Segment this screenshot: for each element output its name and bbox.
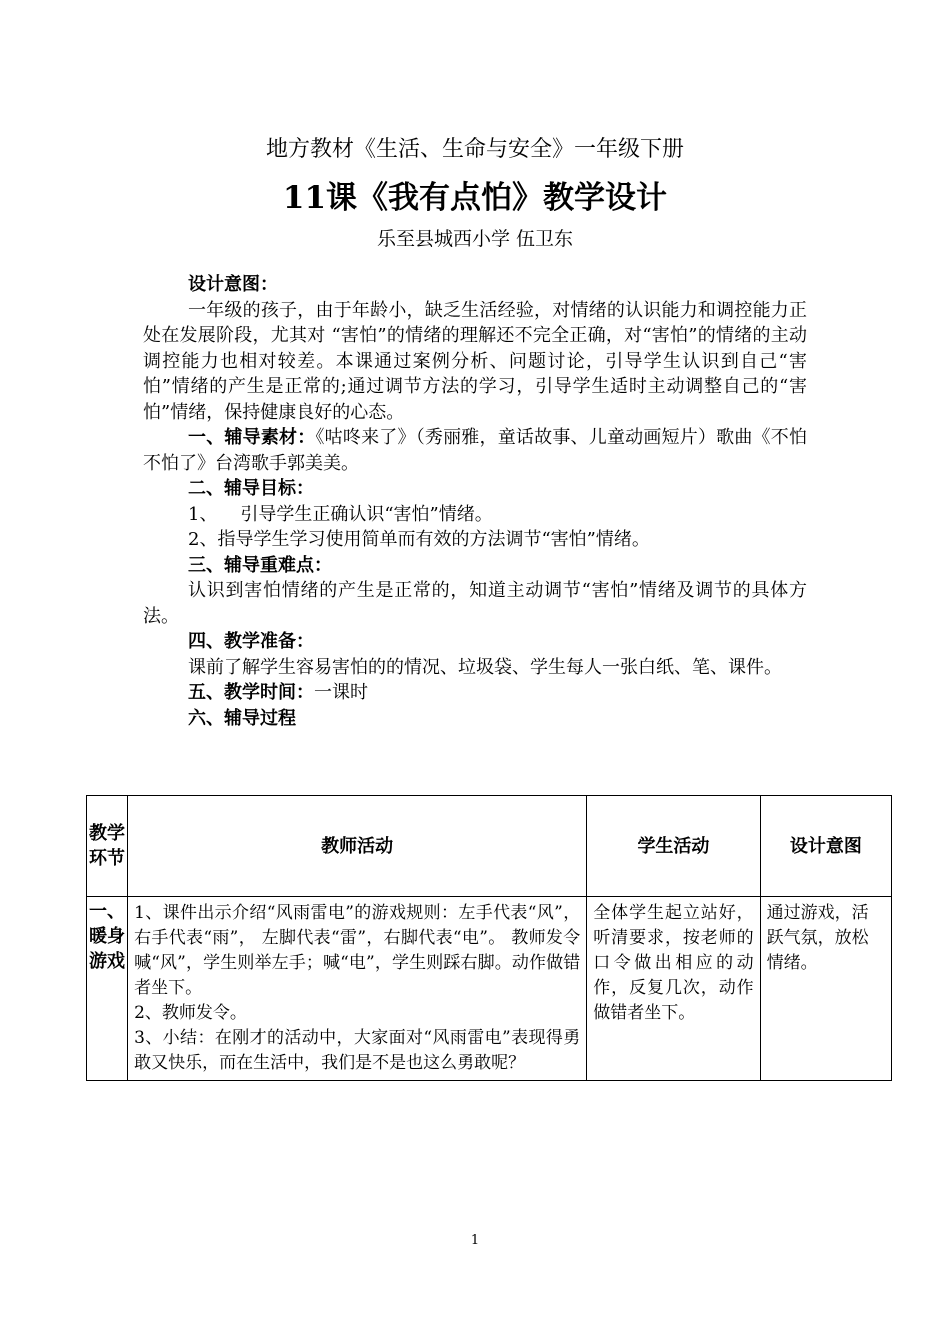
- materials-heading: 一、辅导素材：: [188, 427, 316, 448]
- time-text: 一课时: [314, 682, 368, 703]
- header-teacher-activity: 教师活动: [128, 796, 587, 897]
- table-row: [87, 897, 892, 1081]
- materials-paragraph: [143, 425, 807, 476]
- table-header-row: [87, 796, 892, 897]
- header-design-intent: 设计意图: [760, 796, 891, 897]
- goal-item-2: 2、指导学生学习使用简单而有效的方法调节“害怕”情绪。: [188, 529, 650, 550]
- difficulty-heading: 三、辅导重难点：: [188, 554, 332, 576]
- header-stage: 教学环节: [87, 796, 128, 897]
- course-subtitle: 地方教材《生活、生命与安全》一年级下册: [265, 137, 684, 162]
- difficulty-paragraph: 认识到害怕情绪的产生是正常的，知道主动调节“害怕”情绪及调节的具体方法。: [143, 580, 807, 627]
- header-student-activity: 学生活动: [587, 796, 760, 897]
- student-activity-cell: 全体学生起立站好，听清要求，按老师的口令做出相应的动作，反复几次，动作做错者坐下。: [587, 897, 760, 1081]
- intent-paragraph: 一年级的孩子，由于年龄小，缺乏生活经验，对情绪的认识能力和调控能力正处在发展阶段，尤其对 “害怕”的情绪的理解还不完全正确，对“害怕”的情绪的主动调控能力也相对较差。本课通过案例分析、问题讨论，引导学生认识到自己“害怕”情绪的产生是正常的;通过调节方法的学习，引导学生适时主动调整自己的“害怕”情绪，保持健康良好的心态。: [143, 299, 807, 423]
- teacher-step-1: 1、课件出示介绍“风雨雷电”的游戏规则：左手代表“风”，右手代表“雨”， 左脚代表“雷”，右脚代表“电”。 教师发令喊“风”，学生则举左手；喊“电”，学生则踩右脚。动作做错者坐下。: [134, 903, 581, 998]
- document-body: [143, 272, 807, 731]
- process-heading: 六、辅导过程: [188, 707, 296, 729]
- time-paragraph: [143, 680, 807, 706]
- materials-text: 《咕咚来了》（秀丽雅，童话故事、儿童动画短片）歌曲《不怕不怕了》台湾歌手郭美美。: [143, 427, 808, 474]
- prep-paragraph: 课前了解学生容易害怕的的情况、垃圾袋、学生每人一张白纸、笔、课件。: [188, 656, 782, 678]
- prep-heading: 四、教学准备：: [188, 631, 314, 652]
- time-heading: 五、教学时间：: [188, 682, 314, 703]
- teacher-step-2: 2、教师发令。: [134, 1003, 247, 1023]
- page-number: 1: [470, 1233, 480, 1248]
- author-line: 乐至县城西小学 伍卫东: [376, 228, 574, 250]
- design-intent-cell: 通过游戏，活跃气氛，放松情绪。: [760, 897, 891, 1081]
- lesson-title: 11课《我有点怕》教学设计: [282, 180, 668, 216]
- stage-cell: 一、暖身游戏: [87, 897, 128, 1081]
- goal-item-1: 1、 引导学生正确认识“害怕”情绪。: [188, 503, 493, 525]
- goals-heading: 二、辅导目标：: [188, 478, 314, 499]
- teacher-step-3: 3、小结：在刚才的活动中，大家面对“风雨雷电”表现得勇敢又快乐，而在生活中，我们是不是也这么勇敢呢？: [134, 1028, 581, 1073]
- teacher-activity-cell: [128, 897, 587, 1081]
- process-table: [86, 795, 892, 1081]
- intent-heading: 设计意图：: [188, 274, 278, 295]
